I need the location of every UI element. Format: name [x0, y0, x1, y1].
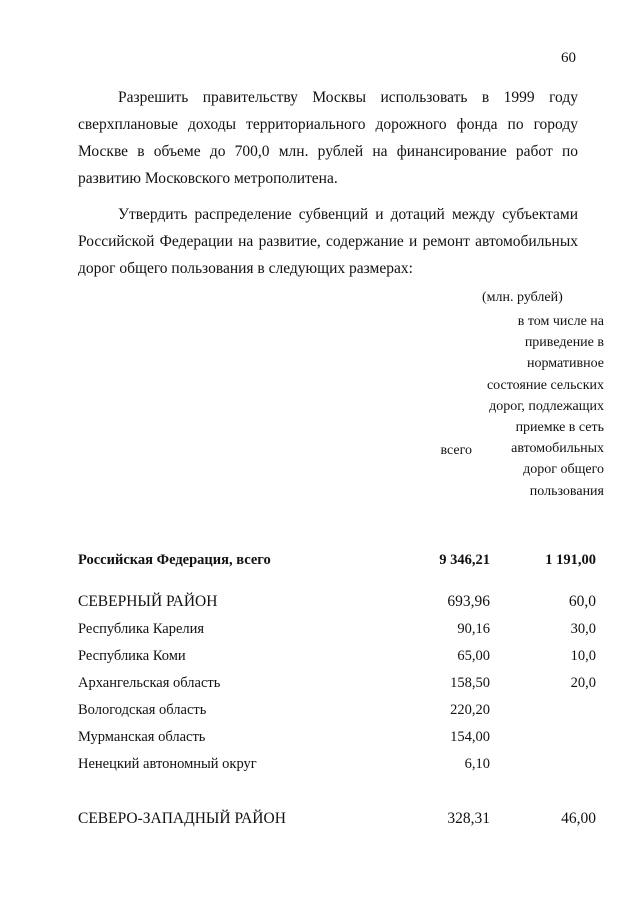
row-name: Российская Федерация, всего [78, 552, 271, 568]
row-total: 328,31 [447, 810, 490, 827]
column-header-rural-roads: в том числе на приведение в нормативное состояние сельских дорог, подлежащих приемке в сеть автомобильных дорог общего пользования [486, 314, 604, 499]
row-rural: 1 191,00 [545, 552, 596, 568]
row-total: 220,20 [450, 702, 490, 718]
table-row [78, 756, 598, 780]
row-name: Мурманская область [78, 729, 206, 745]
table-row-northwestern-region [78, 810, 598, 834]
paragraph-moscow-metro: Разрешить правительству Москвы использовать в 1999 году сверхплановые доходы территориального дорожного фонда по городу Москве в объеме до 700,0 млн. рублей на финансирование работ по развитию Московского метрополитена. [78, 89, 578, 187]
table-row [78, 621, 598, 645]
row-name: СЕВЕРНЫЙ РАЙОН [78, 593, 218, 610]
row-rural: 46,00 [561, 810, 596, 827]
row-total: 65,00 [457, 648, 490, 664]
row-total: 158,50 [450, 675, 490, 691]
paragraph-subventions: Утвердить распределение субвенций и дотаций между субъектами Российской Федерации на развитие, содержание и ремонт автомобильных дорог общего пользования в следующих размерах: [78, 206, 578, 277]
table-row-northern-region [78, 593, 598, 617]
table-row [78, 702, 598, 726]
row-total: 154,00 [450, 729, 490, 745]
table-row [78, 648, 598, 672]
row-rural: 20,0 [570, 675, 596, 691]
table-units: (млн. рублей) [482, 290, 563, 305]
row-rural: 60,0 [568, 593, 596, 610]
row-name: Вологодская область [78, 702, 207, 718]
row-name: Республика Коми [78, 648, 186, 664]
table-row [78, 675, 598, 699]
row-name: СЕВЕРО-ЗАПАДНЫЙ РАЙОН [78, 810, 286, 827]
row-rural: 10,0 [570, 648, 596, 664]
column-header-total: всего [440, 443, 472, 458]
row-total: 693,96 [447, 593, 490, 610]
table-row [78, 729, 598, 753]
row-total: 9 346,21 [439, 552, 490, 568]
page-number: 60 [561, 50, 576, 66]
row-name: Республика Карелия [78, 621, 205, 637]
row-name: Ненецкий автономный округ [78, 756, 257, 772]
row-name: Архангельская область [78, 675, 221, 691]
row-total: 90,16 [457, 621, 490, 637]
table-row-russian-federation [78, 552, 598, 576]
row-rural: 30,0 [570, 621, 596, 637]
row-total: 6,10 [464, 756, 490, 772]
